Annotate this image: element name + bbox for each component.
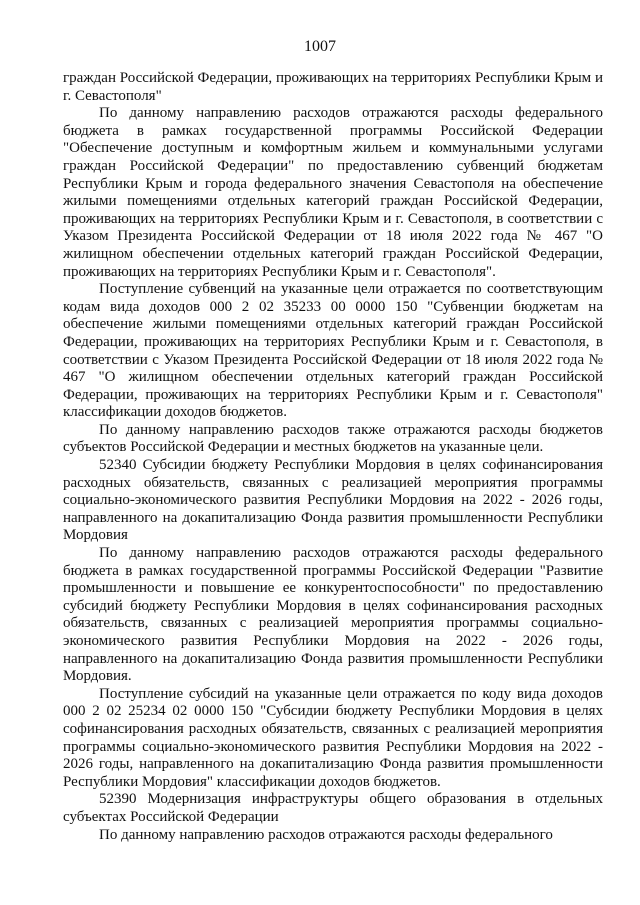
- paragraph-code-52390: 52390 Модернизация инфраструктуры общего образования в отдельных субъектах Российской Федерации: [63, 791, 603, 825]
- paragraph-continuation: граждан Российской Федерации, проживающих на территориях Республики Крым и г. Севастополя": [63, 70, 603, 104]
- paragraph-regional-budgets: По данному направлению расходов также отражаются расходы бюджетов субъектов Российской Федерации и местных бюджетов на указанные цели.: [63, 421, 603, 456]
- document-body: [63, 70, 603, 844]
- paragraph-expenses-housing: По данному направлению расходов отражаются расходы федерального бюджета в рамках государственной программы Российской Федерации "Обеспечение доступным и комфортным жильем и коммунальными услугами граждан Российской Федерации" по предоставлению субвенций бюджетам Республики Крым и города федерального значения Севастополя на обеспечение жилыми помещениями отдельных категорий граждан Российской Федерации, проживающих на территориях Республики Крым и г. Севастополя, в соответствии с Указом Президента Российской Федерации от 18 июля 2022 года № 467 "О жилищном обеспечении отдельных категорий граждан Российской Федерации, проживающих на территориях Республики Крым и г. Севастополя".: [63, 105, 603, 280]
- paragraph-code-52340: 52340 Субсидии бюджету Республики Мордовия в целях софинансирования расходных обязательств, связанных с реализацией мероприятия программы социально-экономического развития Республики Мордовия на 2022 - 2026 годы, направленного на докапитализацию Фонда развития промышленности Республики Мордовия: [63, 457, 603, 544]
- page-number: 1007: [304, 38, 336, 55]
- paragraph-subsidies-receipt: Поступление субсидий на указанные цели отражается по коду вида доходов 000 2 02 25234 02 0000 150 "Субсидии бюджету Республики Мордовия в целях софинансирования расходных обязательств, связанных с реализацией мероприятия программы социально-экономического развития Республики Мордовия на 2022 - 2026 годы, направленного на докапитализацию Фонда развития промышленности Республики Мордовия" классификации доходов бюджетов.: [63, 685, 603, 790]
- paragraph-expenses-industry: По данному направлению расходов отражаются расходы федерального бюджета в рамках государственной программы Российской Федерации "Развитие промышленности и повышение ее конкурентоспособности" по предоставлению субсидий бюджету Республики Мордовия в целях софинансирования расходных обязательств, связанных с реализацией мероприятия программы социально-экономического развития Республики Мордовия на 2022 - 2026 годы, направленного на докапитализацию Фонда развития промышленности Республики Мордовия.: [63, 545, 603, 685]
- paragraph-subventions-receipt: Поступление субвенций на указанные цели отражается по соответствующим кодам вида доходов 000 2 02 35233 00 0000 150 "Субвенции бюджетам на обеспечение жилыми помещениями отдельных категорий граждан Российской Федерации, проживающих на территориях Республики Крым и г. Севастополя, в соответствии с Указом Президента Российской Федерации от 18 июля 2022 года № 467 "О жилищном обеспечении отдельных категорий граждан Российской Федерации, проживающих на территориях Республики Крым и г. Севастополя" классификации доходов бюджетов.: [63, 281, 603, 421]
- paragraph-expenses-education: По данному направлению расходов отражаются расходы федерального: [99, 826, 553, 843]
